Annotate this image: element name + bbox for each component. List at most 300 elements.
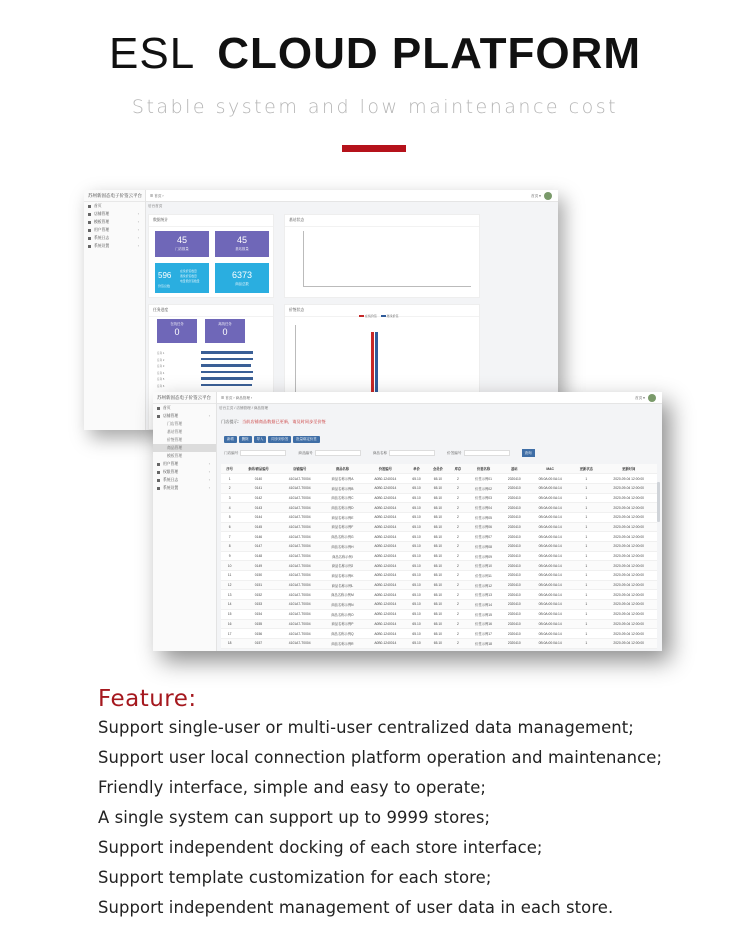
sidebar-item[interactable] bbox=[84, 202, 145, 210]
menu-icon bbox=[157, 415, 160, 418]
filter-input[interactable] bbox=[315, 450, 361, 456]
table-cell: 价签示例17 bbox=[467, 629, 501, 639]
table-cell: 65.10 bbox=[427, 580, 450, 590]
table-cell: 2020410 bbox=[501, 571, 529, 581]
table-cell: A0B0-1240014 bbox=[364, 561, 406, 571]
sidebar-item-label: 商品管理 bbox=[167, 446, 183, 450]
filter-label: 商品名称 bbox=[372, 451, 388, 455]
table-row[interactable] bbox=[221, 503, 657, 513]
table-cell: 4101A7-T0004 bbox=[279, 493, 321, 503]
filter-field[interactable] bbox=[447, 449, 515, 457]
filter-label: 商品编号 bbox=[298, 451, 313, 455]
feature-item: Support template customization for each store; bbox=[98, 868, 492, 887]
table-cell: 10 bbox=[221, 561, 238, 571]
table-breadcrumb: 后台主页 / 店铺管理 / 商品管理 bbox=[219, 406, 269, 410]
table-cell: 商品名称示例K bbox=[321, 571, 364, 581]
filter-field[interactable] bbox=[298, 449, 366, 457]
sidebar-item-label: 用户管理 bbox=[163, 462, 179, 466]
table-cell: 商品名称示例B bbox=[321, 483, 364, 493]
table-cell: 2 bbox=[449, 474, 466, 484]
menu-icon bbox=[88, 213, 91, 216]
toolbar-button[interactable]: 新增 bbox=[224, 436, 237, 443]
table-cell: A0B0-1240014 bbox=[364, 512, 406, 522]
table-row[interactable] bbox=[221, 638, 657, 648]
table-row[interactable] bbox=[221, 629, 657, 639]
table-cell: 0142 bbox=[238, 493, 278, 503]
filter-field[interactable] bbox=[373, 449, 441, 457]
table-row[interactable] bbox=[221, 609, 657, 619]
table-cell: 2 bbox=[449, 629, 466, 639]
table-cell: 65.10 bbox=[407, 542, 427, 552]
table-cell: 0B:0A:00:0A:14 bbox=[528, 590, 572, 600]
table-cell: 商品名称示例F bbox=[321, 522, 364, 532]
table-cell: 2 bbox=[449, 483, 466, 493]
table-cell: 0157 bbox=[238, 638, 278, 648]
table-cell: 1 bbox=[221, 474, 238, 484]
table-cell: 65.10 bbox=[407, 571, 427, 581]
table-cell: 2020-09-04 12:00:00 bbox=[600, 483, 657, 493]
table-cell: 1 bbox=[572, 542, 600, 552]
table-cell: 商品名称示例A bbox=[321, 474, 364, 484]
table-cell: 商品名称示例P bbox=[321, 619, 364, 629]
table-cell: 2020-09-04 12:00:00 bbox=[600, 474, 657, 484]
query-button[interactable]: 查询 bbox=[522, 449, 535, 457]
toolbar-button[interactable]: 导入 bbox=[254, 436, 267, 443]
table-cell: 65.10 bbox=[407, 619, 427, 629]
table-cell: 2020410 bbox=[501, 493, 529, 503]
table-cell: 2 bbox=[449, 561, 466, 571]
menu-icon bbox=[157, 479, 160, 482]
table-cell: A0B0-1240014 bbox=[364, 483, 406, 493]
table-cell: 2020-09-04 12:00:00 bbox=[600, 609, 657, 619]
table-cell: 7 bbox=[221, 532, 238, 542]
table-cell: 0B:0A:00:0A:14 bbox=[528, 532, 572, 542]
sidebar-item[interactable] bbox=[84, 242, 145, 250]
task-bar bbox=[201, 364, 251, 367]
table-cell: 2 bbox=[449, 580, 466, 590]
table-cell: 14 bbox=[221, 600, 238, 610]
table-cell: 65.10 bbox=[407, 600, 427, 610]
task-bar bbox=[201, 384, 252, 387]
table-cell: 2 bbox=[449, 503, 466, 513]
menu-toggle-icon[interactable]: ☰ 首页 › bbox=[150, 194, 164, 198]
tag-count-tile[interactable]: 596 价签总数 在线价签数量 离线价签数量 电量低价签数量 bbox=[155, 263, 209, 293]
table-cell: 1 bbox=[572, 590, 600, 600]
table-cell: 2020410 bbox=[501, 561, 529, 571]
table-cell: 1 bbox=[572, 619, 600, 629]
table-cell: 2020-09-04 12:00:00 bbox=[600, 600, 657, 610]
column-header[interactable]: 更新时间 bbox=[600, 464, 657, 474]
table-cell: 17 bbox=[221, 629, 238, 639]
table-cell: 6 bbox=[221, 522, 238, 532]
table-cell: 商品名称示例Q bbox=[321, 629, 364, 639]
table-cell: 商品名称示例L bbox=[321, 580, 364, 590]
table-cell: 65.10 bbox=[407, 503, 427, 513]
table-row[interactable] bbox=[221, 590, 657, 600]
table-cell: 0B:0A:00:0A:14 bbox=[528, 619, 572, 629]
column-header[interactable]: 会员价 bbox=[427, 464, 450, 474]
goods-table-screenshot bbox=[153, 392, 662, 651]
table-cell: A0B0-1240014 bbox=[364, 619, 406, 629]
menu-icon bbox=[157, 463, 160, 466]
table-cell: 13 bbox=[221, 590, 238, 600]
table-menu-toggle-icon[interactable]: ☰ 首页 › 商品管理 › bbox=[221, 396, 253, 400]
task-bar bbox=[201, 358, 253, 361]
table-cell: 65.10 bbox=[407, 522, 427, 532]
column-header[interactable]: 单价 bbox=[407, 464, 427, 474]
sidebar-item[interactable] bbox=[153, 444, 216, 452]
table-row[interactable] bbox=[221, 493, 657, 503]
table-cell: 商品名称示例J bbox=[321, 561, 364, 571]
table-cell: 0B:0A:00:0A:14 bbox=[528, 512, 572, 522]
table-cell: 0B:0A:00:0A:14 bbox=[528, 503, 572, 513]
table-scrollbar[interactable] bbox=[657, 482, 660, 522]
sidebar-item[interactable] bbox=[153, 484, 216, 492]
sidebar-item[interactable] bbox=[84, 226, 145, 234]
table-cell: 0145 bbox=[238, 522, 278, 532]
table-row[interactable] bbox=[221, 522, 657, 532]
sidebar-item[interactable] bbox=[153, 420, 216, 428]
toolbar-button[interactable]: 删除 bbox=[239, 436, 252, 443]
table-cell: 0141 bbox=[238, 483, 278, 493]
table-cell: 4101A7-T0004 bbox=[279, 619, 321, 629]
table-cell: 4101A7-T0004 bbox=[279, 600, 321, 610]
table-row[interactable] bbox=[221, 474, 657, 484]
table-cell: A0B0-1240014 bbox=[364, 503, 406, 513]
table-cell: 65.10 bbox=[407, 638, 427, 648]
toolbar-button[interactable]: 同步到价签 bbox=[268, 436, 291, 443]
table-cell: A0B0-1240014 bbox=[364, 474, 406, 484]
task-panel-title: 任务进度 bbox=[149, 305, 273, 317]
table-cell: 65.10 bbox=[407, 512, 427, 522]
table-cell: 2 bbox=[449, 600, 466, 610]
column-header[interactable]: 价签名称 bbox=[467, 464, 501, 474]
filter-bar bbox=[224, 449, 656, 457]
table-cell: 1 bbox=[572, 571, 600, 581]
table-cell: 0B:0A:00:0A:14 bbox=[528, 609, 572, 619]
sidebar-item[interactable] bbox=[153, 468, 216, 476]
table-row[interactable] bbox=[221, 600, 657, 610]
table-cell: 4101A7-T0004 bbox=[279, 551, 321, 561]
filter-input[interactable] bbox=[464, 450, 510, 456]
table-cell: 价签示例09 bbox=[467, 551, 501, 561]
table-cell: 4101A7-T0004 bbox=[279, 571, 321, 581]
table-cell: 1 bbox=[572, 493, 600, 503]
menu-icon bbox=[88, 229, 91, 232]
table-cell: 2020410 bbox=[501, 580, 529, 590]
table-cell: 16 bbox=[221, 619, 238, 629]
table-cell: 65.10 bbox=[427, 522, 450, 532]
filter-label: 价签编号 bbox=[447, 451, 462, 455]
table-cell: 65.10 bbox=[427, 629, 450, 639]
menu-icon bbox=[88, 205, 91, 208]
table-row[interactable] bbox=[221, 532, 657, 542]
table-cell: 商品名称示例D bbox=[321, 503, 364, 513]
table-cell: A0B0-1240014 bbox=[364, 580, 406, 590]
column-header[interactable]: 库存 bbox=[449, 464, 466, 474]
table-cell: 2020-09-04 12:00:00 bbox=[600, 503, 657, 513]
sidebar-item[interactable] bbox=[84, 234, 145, 242]
column-header[interactable]: 条码/商品编号 bbox=[238, 464, 278, 474]
table-row[interactable] bbox=[221, 512, 657, 522]
column-header[interactable]: 店铺编号 bbox=[279, 464, 321, 474]
column-header[interactable]: 商品名称 bbox=[321, 464, 364, 474]
topbar-user[interactable]: 首页 ▾ bbox=[531, 190, 552, 202]
table-cell: 2020410 bbox=[501, 483, 529, 493]
table-row[interactable] bbox=[221, 551, 657, 561]
table-cell: 2 bbox=[449, 551, 466, 561]
table-cell: 2020410 bbox=[501, 551, 529, 561]
feature-item: A single system can support up to 9999 stores; bbox=[98, 808, 491, 827]
sidebar-item-label: 价签管理 bbox=[167, 438, 183, 442]
sidebar-item-label: 系统设置 bbox=[163, 486, 179, 490]
table-cell: 4101A7-T0004 bbox=[279, 609, 321, 619]
table-cell: 65.10 bbox=[407, 493, 427, 503]
table-cell: 15 bbox=[221, 609, 238, 619]
filter-field[interactable] bbox=[224, 449, 292, 457]
page-title bbox=[0, 28, 750, 80]
table-row[interactable] bbox=[221, 571, 657, 581]
table-cell: 9 bbox=[221, 551, 238, 561]
table-cell: 65.10 bbox=[407, 561, 427, 571]
table-cell: 0B:0A:00:0A:14 bbox=[528, 580, 572, 590]
table-cell: 2 bbox=[449, 512, 466, 522]
table-row[interactable] bbox=[221, 619, 657, 629]
task-bar-label: 任务 2 bbox=[157, 358, 165, 362]
table-cell: 价签示例02 bbox=[467, 483, 501, 493]
table-cell: A0B0-1240014 bbox=[364, 609, 406, 619]
table-cell: 2020410 bbox=[501, 629, 529, 639]
table-cell: 价签示例06 bbox=[467, 522, 501, 532]
table-cell: 65.10 bbox=[427, 551, 450, 561]
table-cell: 3 bbox=[221, 493, 238, 503]
table-cell: 65.10 bbox=[427, 609, 450, 619]
table-row[interactable] bbox=[221, 561, 657, 571]
table-cell: 65.10 bbox=[427, 483, 450, 493]
chevron-right-icon: › bbox=[208, 462, 210, 466]
table-cell: 4101A7-T0004 bbox=[279, 580, 321, 590]
menu-icon bbox=[88, 221, 91, 224]
sidebar-item-label: 门店管理 bbox=[167, 422, 183, 426]
table-cell: 8 bbox=[221, 542, 238, 552]
table-cell: A0B0-1240014 bbox=[364, 629, 406, 639]
goods-count-tile[interactable]: 6373 商品总数 bbox=[215, 263, 269, 293]
table-cell: 0147 bbox=[238, 542, 278, 552]
table-cell: 价签示例05 bbox=[467, 512, 501, 522]
table-cell: 4101A7-T0004 bbox=[279, 503, 321, 513]
avatar[interactable] bbox=[544, 192, 552, 200]
table-cell: 2 bbox=[449, 619, 466, 629]
table-cell: 0156 bbox=[238, 629, 278, 639]
table-cell: A0B0-1240014 bbox=[364, 638, 406, 648]
table-cell: 0B:0A:00:0A:14 bbox=[528, 483, 572, 493]
sidebar-item[interactable] bbox=[84, 210, 145, 218]
table-cell: 2020-09-04 12:00:00 bbox=[600, 590, 657, 600]
table-cell: 2020410 bbox=[501, 619, 529, 629]
table-cell: 2 bbox=[449, 522, 466, 532]
table-cell: 商品名称示例E bbox=[321, 512, 364, 522]
table-cell: 1 bbox=[572, 522, 600, 532]
table-avatar[interactable] bbox=[648, 394, 656, 402]
column-header[interactable]: 价签编号 bbox=[364, 464, 406, 474]
task-bar-label: 任务 5 bbox=[157, 378, 165, 381]
station-chart-axes bbox=[303, 231, 471, 287]
sidebar-item-label: 模板管理 bbox=[94, 220, 110, 224]
table-cell: 2 bbox=[449, 609, 466, 619]
table-cell: 2020410 bbox=[501, 600, 529, 610]
table-cell: 2020410 bbox=[501, 590, 529, 600]
table-cell: 0155 bbox=[238, 619, 278, 629]
table-cell: 1 bbox=[572, 638, 600, 648]
column-header[interactable]: 更新状态 bbox=[572, 464, 600, 474]
table-cell: 0B:0A:00:0A:14 bbox=[528, 571, 572, 581]
table-cell: 价签示例14 bbox=[467, 600, 501, 610]
table-cell: 2020-09-04 12:00:00 bbox=[600, 542, 657, 552]
page-subtitle: Stable system and low maintenance cost bbox=[131, 96, 619, 118]
chevron-right-icon: › bbox=[208, 486, 210, 490]
table-cell: 2020410 bbox=[501, 503, 529, 513]
column-header[interactable]: 基站 bbox=[501, 464, 529, 474]
table-cell: 0140 bbox=[238, 474, 278, 484]
sidebar-item[interactable] bbox=[153, 428, 216, 436]
table-cell: 0B:0A:00:0A:14 bbox=[528, 522, 572, 532]
table-cell: 2020410 bbox=[501, 522, 529, 532]
sidebar-item-label: 首页 bbox=[94, 204, 102, 208]
table-cell: 65.10 bbox=[407, 483, 427, 493]
sidebar-item[interactable] bbox=[84, 218, 145, 226]
column-header[interactable]: MAC bbox=[528, 464, 572, 474]
table-cell: 1 bbox=[572, 503, 600, 513]
feature-item: Support independent management of user data in each store. bbox=[98, 898, 614, 917]
feature-item: Support independent docking of each store interface; bbox=[98, 838, 543, 857]
sidebar-item-label: 系统日志 bbox=[94, 236, 110, 240]
table-cell: 2020410 bbox=[501, 474, 529, 484]
table-cell: 0B:0A:00:0A:14 bbox=[528, 551, 572, 561]
chevron-right-icon: › bbox=[137, 228, 139, 232]
sidebar-item-label: 系统日志 bbox=[163, 478, 179, 482]
table-cell: 0154 bbox=[238, 609, 278, 619]
table-cell: 商品名称示例C bbox=[321, 493, 364, 503]
sidebar-item[interactable] bbox=[153, 436, 216, 444]
station-chart-panel bbox=[284, 214, 480, 298]
menu-icon bbox=[88, 245, 91, 248]
filter-input[interactable] bbox=[240, 450, 286, 456]
sidebar-item-label: 店铺管理 bbox=[94, 212, 110, 216]
table-cell: 0148 bbox=[238, 551, 278, 561]
store-count-tile[interactable]: 45 门店数量 bbox=[155, 231, 209, 257]
table-cell: 65.10 bbox=[427, 493, 450, 503]
table-cell: 2020410 bbox=[501, 609, 529, 619]
toolbar-button[interactable]: 批量绑定价签 bbox=[293, 436, 319, 443]
table-cell: 65.10 bbox=[427, 638, 450, 648]
feature-section bbox=[98, 685, 738, 923]
action-buttons bbox=[224, 436, 322, 443]
table-cell: 2020-09-04 12:00:00 bbox=[600, 571, 657, 581]
filter-label: 门店编号 bbox=[224, 451, 239, 455]
table-cell: 4101A7-T0004 bbox=[279, 561, 321, 571]
table-cell: 0143 bbox=[238, 503, 278, 513]
table-cell: A0B0-1240014 bbox=[364, 493, 406, 503]
table-cell: 价签示例13 bbox=[467, 590, 501, 600]
sidebar-item[interactable] bbox=[153, 404, 216, 412]
table-cell: 0153 bbox=[238, 600, 278, 610]
task-bar bbox=[201, 351, 253, 354]
table-topbar-user[interactable]: 首页 ▾ bbox=[635, 392, 656, 404]
table-cell: 1 bbox=[572, 483, 600, 493]
table-cell: 65.10 bbox=[407, 474, 427, 484]
tag-status-title: 价签状态 bbox=[285, 305, 479, 317]
table-cell: 4101A7-T0004 bbox=[279, 638, 321, 648]
table-row[interactable] bbox=[221, 483, 657, 493]
table-cell: 商品名称示例I bbox=[321, 551, 364, 561]
table-cell: 65.10 bbox=[407, 580, 427, 590]
table-cell: 2020410 bbox=[501, 542, 529, 552]
sidebar-item[interactable] bbox=[153, 460, 216, 468]
title-light: ESL bbox=[109, 29, 196, 78]
table-cell: 2020-09-04 12:00:00 bbox=[600, 619, 657, 629]
table-row[interactable] bbox=[221, 542, 657, 552]
table-cell: 2 bbox=[221, 483, 238, 493]
table-cell: A0B0-1240014 bbox=[364, 542, 406, 552]
table-cell: 2 bbox=[449, 571, 466, 581]
table-cell: 0144 bbox=[238, 512, 278, 522]
stats-panel bbox=[148, 214, 274, 298]
table-cell: 1 bbox=[572, 512, 600, 522]
table-cell: 65.10 bbox=[427, 600, 450, 610]
filter-input[interactable] bbox=[389, 450, 435, 456]
table-cell: 2 bbox=[449, 493, 466, 503]
table-cell: 4101A7-T0004 bbox=[279, 522, 321, 532]
table-cell: 0B:0A:00:0A:14 bbox=[528, 638, 572, 648]
table-cell: 12 bbox=[221, 580, 238, 590]
table-cell: 1 bbox=[572, 561, 600, 571]
sidebar-item[interactable] bbox=[153, 412, 216, 420]
table-cell: 2 bbox=[449, 638, 466, 648]
table-row[interactable] bbox=[221, 580, 657, 590]
offline-task-tile[interactable]: 离线任务 0 bbox=[205, 319, 245, 343]
table-topbar bbox=[217, 392, 662, 404]
sidebar-item[interactable] bbox=[153, 452, 216, 460]
table-cell: 0149 bbox=[238, 561, 278, 571]
table-cell: 价签示例15 bbox=[467, 609, 501, 619]
table-cell: 价签示例01 bbox=[467, 474, 501, 484]
online-task-tile[interactable]: 在线任务 0 bbox=[157, 319, 197, 343]
table-cell: 价签示例03 bbox=[467, 493, 501, 503]
table-cell: 商品名称示例N bbox=[321, 600, 364, 610]
table-cell: 65.10 bbox=[407, 532, 427, 542]
breadcrumb: 后台首页 bbox=[148, 204, 163, 208]
sidebar-item[interactable] bbox=[153, 476, 216, 484]
table-cell: A0B0-1240014 bbox=[364, 590, 406, 600]
table-cell: 2020410 bbox=[501, 638, 529, 648]
station-count-tile[interactable]: 45 基站数量 bbox=[215, 231, 269, 257]
table-cell: 18 bbox=[221, 638, 238, 648]
dashboard-topbar bbox=[146, 190, 558, 202]
table-cell: 4101A7-T0004 bbox=[279, 629, 321, 639]
table-cell: A0B0-1240014 bbox=[364, 600, 406, 610]
column-header[interactable]: 序号 bbox=[221, 464, 238, 474]
table-cell: 商品名称示例R bbox=[321, 638, 364, 648]
sidebar-item-label: 首页 bbox=[163, 406, 171, 410]
feature-item: Support user local connection platform operation and maintenance; bbox=[98, 748, 663, 767]
table-cell: 商品名称示例H bbox=[321, 542, 364, 552]
table-cell: 65.10 bbox=[427, 474, 450, 484]
sidebar-item-label: 店铺管理 bbox=[163, 414, 179, 418]
table-cell: 0B:0A:00:0A:14 bbox=[528, 629, 572, 639]
table-cell: 2020410 bbox=[501, 512, 529, 522]
table-cell: 价签示例04 bbox=[467, 503, 501, 513]
table-cell: 65.10 bbox=[427, 619, 450, 629]
